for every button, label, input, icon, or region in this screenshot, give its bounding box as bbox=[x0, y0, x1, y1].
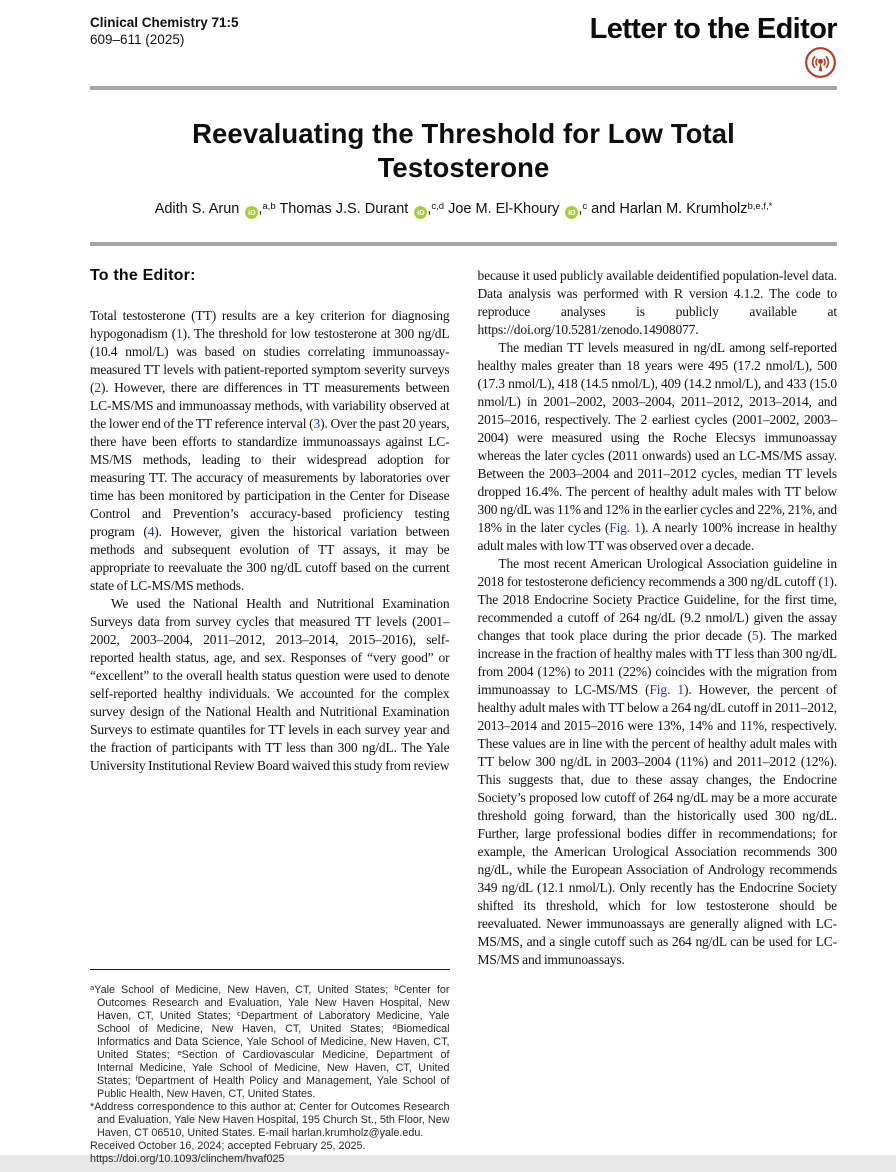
left-column bbox=[90, 254, 450, 1172]
received-accepted-dates: Received October 16, 2024; accepted February 25, 2025. bbox=[90, 1140, 366, 1152]
citation-link[interactable]: Fig. 1 bbox=[649, 682, 684, 697]
citation-link[interactable]: 2 bbox=[94, 380, 101, 395]
podcast-icon[interactable] bbox=[804, 46, 837, 79]
journal-info bbox=[90, 14, 239, 48]
citation-link[interactable]: 4 bbox=[147, 524, 155, 539]
citation-link[interactable]: 1 bbox=[822, 574, 830, 589]
paragraph-results: The median TT levels measured in ng/dL among self-reported healthy males greater than 18 years were 495 (17.2 nmol/L), 500 (17.3 nmol/L), 418 (14.5 nmol/L), 409 (14.2 nmol/L), and 433 (15.0 nmol/L) in 2001–2002, 2003–2004, 2011–2012, 2013–2014, and 2015–2016, respectively. The 2 earliest cycles (2001–2002, 2003–2004) were measured using the Roche Elecsys immunoassay whereas the later cycles (2011 onwards) used an LC-MS/MS assay. Between the 2003–2004 and 2011–2012 cycles, median TT levels dropped 16.4%. The percent of healthy adult males with TT below 300 ng/dL was 11% and 12% in the earlier cycles and 22%, 21%, and 18% in the later cycles (Fig. 1). A nearly 100% increase in healthy adult males with low TT was observed over a decade. bbox=[477, 340, 837, 553]
paragraph-intro: Total testosterone (TT) results are a key criterion for diagnosing hypogonadism (1). The threshold for low testosterone at 300 ng/dL (10.4 nmol/L) was based on studies correlating immunoassay-measured TT levels with patient-reported symptom severity surveys (2). However, there are differences in TT measurements between LC-MS/MS and immunoassay methods, with variability observed at the lower end of the TT reference interval (3). Over the past 20 years, there have been efforts to standardize immunoassays against LC-MS/MS methods, leading to their widespread adoption for measuring TT. The accuracy of measurements by laboratories over time has been monitored by participation in the Center for Disease Control and Prevention’s accuracy-based proficiency testing program (4). However, given the historical variation between methods and subsequent evolution of TT assays, it may be appropriate to reevaluate the 300 ng/dL cutoff based on the current state of LC-MS/MS methods. bbox=[90, 308, 450, 593]
header-divider bbox=[90, 86, 837, 90]
orcid-id-icon[interactable]: iD bbox=[565, 206, 578, 219]
paragraph-methods: We used the National Health and Nutritional Examination Surveys data from survey cycles that measured TT levels (2001–2002, 2003–2004, 2011–2012, 2013–2014, 2015–2016), self-reported health status, age, and sex. Responses of “very good” or “excellent” to the overall health status question were used to denote self-reported healthy individuals. We accounted for the complex survey design of the National Health and Nutritional Examination Surveys to estimate quantiles for TT levels in each survey year and the fraction of participants with TT less than 300 ng/dL. The Yale University Institutional Review Board waived this study from review bbox=[90, 596, 450, 773]
article-doi-link[interactable]: https://doi.org/10.1093/clinchem/hvaf025 bbox=[90, 1153, 285, 1165]
authors-divider bbox=[90, 242, 837, 246]
journal-title: Clinical Chemistry 71:5 bbox=[90, 15, 239, 30]
citation-link[interactable]: Fig. 1 bbox=[609, 520, 641, 535]
orcid-id-icon[interactable]: iD bbox=[414, 206, 427, 219]
paragraph-discussion: The most recent American Urological Association guideline in 2018 for testosterone deficiency recommends a 300 ng/dL cutoff (1). The 2018 Endocrine Society Practice Guideline, for the first time, recommended a cutoff of 264 ng/dL (9.2 nmol/L) given the assay changes that took place during the prior decade (5). The marked increase in the fraction of healthy males with TT less than 300 ng/dL from 2004 (12%) to 2011 (22%) coincides with the migration from immunoassay to LC-MS/MS (Fig. 1). However, the percent of healthy adult males with TT below a 264 ng/dL cutoff in 2011–2012, 2013–2014 and 2015–2016 were 13%, 14% and 11%, respectively. These values are in line with the percent of healthy adult males with TT below 300 ng/dL in 2003–2004 (11%) and 2011–2012 (12%). This suggests that, due to these assay changes, the Endocrine Society’s proposed low cutoff of 264 ng/dL may be a more accurate threshold going forward, than the historically used 300 ng/dL. Further, large professional bodies differ in recommendations; for example, the American Urological Association recommends 300 ng/dL, while the European Association of Andrology recommends 349 ng/dL (12.1 nmol/L). Only recently has the Endocrine Society shifted its threshold, which for low testosterone should be reevaluated. Newer immunoassays are generally aligned with LC-MS/MS, and a single cutoff such as 264 ng/dL can be used for LC-MS/MS and immunoassays. bbox=[477, 556, 838, 967]
citation-link[interactable]: 3 bbox=[313, 416, 321, 431]
author-list: Adith S. Arun iD ,$^{a,b}$ Thomas J.S. Durant iD ,$^{c,d}$ Joe M. El-Khoury iD ,$^c$ and Harlan M. Krumholz$^{b,e,f,*}$ bbox=[154, 201, 773, 217]
article-type-block bbox=[590, 14, 837, 84]
footnote-divider bbox=[90, 969, 450, 970]
footnote-block bbox=[90, 969, 450, 1172]
journal-header bbox=[90, 14, 837, 84]
article-type-heading: Letter to the Editor bbox=[589, 13, 837, 45]
journal-issue-pages: 609–611 (2025) bbox=[90, 32, 185, 47]
citation-link[interactable]: 5 bbox=[751, 628, 759, 643]
salutation: To the Editor: bbox=[90, 267, 196, 284]
article-title: Reevaluating the Threshold for Low Total Testosterone bbox=[192, 118, 735, 183]
right-column bbox=[478, 254, 838, 1172]
author-affiliations: $^a$Yale School of Medicine, New Haven, CT, United States; $^b$Center for Outcomes Research and Evaluation, Yale New Haven Hospital, New Haven, CT, United States; $^c$Department of Laboratory Medicine, Yale School of Medicine, New Haven, CT, United States; $^d$Biomedical Informatics and Data Science, Yale School of Medicine, New Haven, CT, United States; $^e$Section of Cardiovascular Medicine, Department of Internal Medicine, Yale School of Medicine, New Haven, CT, United States; $^f$Department of Health Policy and Management, Yale School of Public Health, New Haven, CT, United States. bbox=[90, 983, 450, 1100]
citation-link[interactable]: 1 bbox=[176, 326, 183, 341]
article-body bbox=[90, 254, 837, 1172]
correspondence-note: *Address correspondence to this author at: Center for Outcomes Research and Evaluation, Yale New Haven Hospital, 195 Church St., 5th Floor, New Haven, CT 06510, United States. E-mail harlan.krumholz@yale.edu. bbox=[90, 1101, 450, 1139]
paragraph-methods-continued: because it used publicly available deidentified population-level data. Data analysis was performed with R version 4.1.2. The code to reproduce analyses is publicly available at https://doi.org/10.5281/zenodo.14908077. bbox=[477, 268, 837, 337]
orcid-id-icon[interactable]: iD bbox=[245, 206, 258, 219]
